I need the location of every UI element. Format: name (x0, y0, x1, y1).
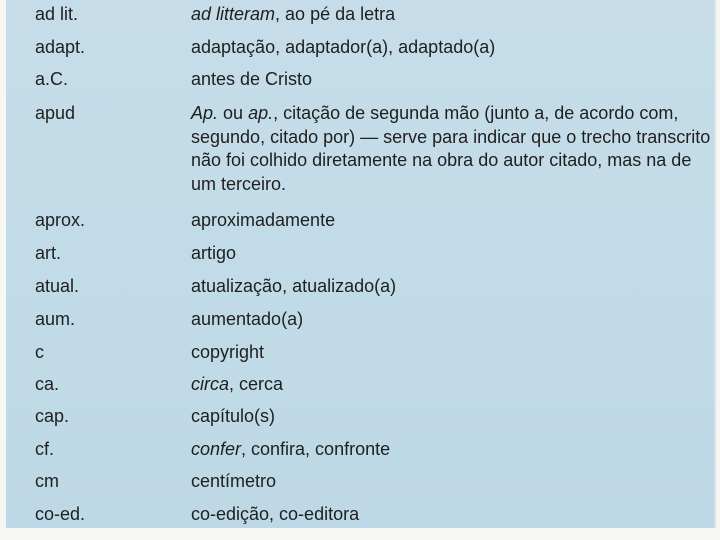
abbreviation: cap. (35, 406, 70, 426)
definition: circa, cerca (191, 374, 284, 394)
abbreviation: cf. (35, 439, 55, 459)
definition: ad litteram, ao pé da letra (191, 4, 396, 24)
definition: copyright (191, 342, 265, 362)
definition: centímetro (191, 471, 277, 491)
definition: capítulo(s) (191, 406, 276, 426)
abbreviation: art. (35, 243, 62, 263)
definition: aumentado(a) (191, 309, 304, 329)
definition: aproximadamente (191, 210, 336, 230)
abbreviation: apud (35, 103, 76, 123)
abbreviation: aprox. (35, 210, 86, 230)
definition: adaptação, adaptador(a), adaptado(a) (191, 37, 496, 57)
abbreviation: adapt. (35, 37, 86, 57)
abbreviation: cm (35, 471, 59, 491)
abbreviation: aum. (35, 309, 76, 329)
abbreviation: a.C. (35, 69, 69, 89)
abbreviation: ad lit. (35, 4, 79, 24)
definition: co-edição, co-editora (191, 504, 360, 524)
abbreviation: ca. (35, 374, 60, 394)
abbreviation: atual. (35, 276, 80, 296)
definition: atualização, atualizado(a) (191, 276, 397, 296)
definition: confer, confira, confronte (191, 439, 391, 459)
definition: artigo (191, 243, 237, 263)
definition: Ap. ou ap., citação de segunda mão (junto a, de acordo com, segundo, citado por) — serve para indicar que o trecho transcrito não foi colhido diretamente na obra do autor citado, mas na de um terceiro. (191, 103, 711, 194)
abbreviation: co-ed. (35, 504, 86, 524)
abbreviations-table (6, 0, 716, 528)
definition: antes de Cristo (191, 69, 313, 89)
abbreviation: c (35, 342, 44, 362)
